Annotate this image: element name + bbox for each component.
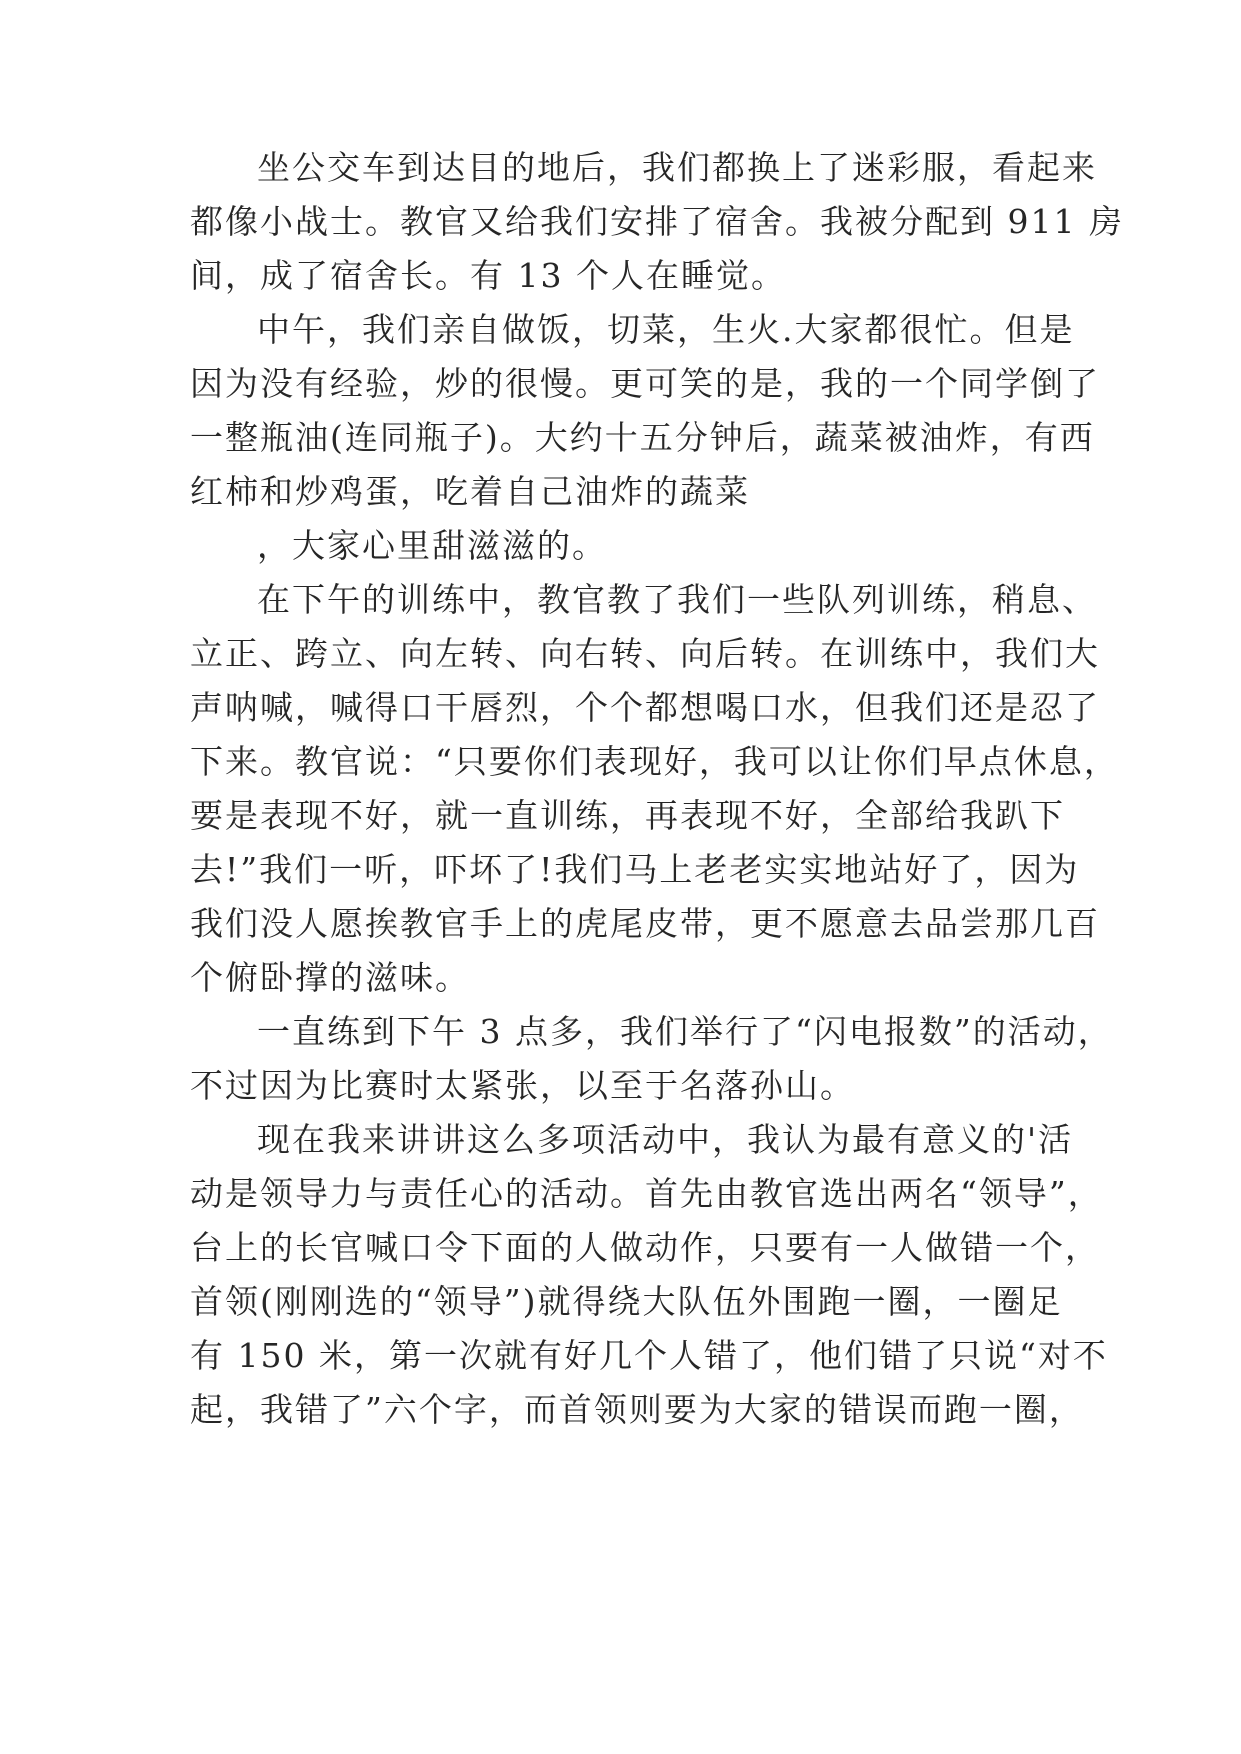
text-line: 立正、跨立、向左转、向右转、向后转。在训练中，我们大 bbox=[190, 634, 1100, 673]
text-line: 中午，我们亲自做饭，切菜，生火.大家都很忙。但是 bbox=[257, 310, 1075, 349]
text-line: 声呐喊，喊得口干唇烈，个个都想喝口水，但我们还是忍了 bbox=[190, 688, 1100, 727]
text-line: 在下午的训练中，教官教了我们一些队列训练，稍息、 bbox=[257, 580, 1097, 619]
text-line: 台上的长官喊口令下面的人做动作，只要有一人做错一个， bbox=[190, 1228, 1100, 1267]
text-line: 一整瓶油(连同瓶子)。大约十五分钟后，蔬菜被油炸，有西 bbox=[190, 418, 1095, 457]
text-line: 首领(刚刚选的“领导”)就得绕大队伍外围跑一圈，一圈足 bbox=[190, 1282, 1063, 1321]
text-line: 间，成了宿舍长。有 13 个人在睡觉。 bbox=[190, 256, 786, 295]
text-line: 我们没人愿挨教官手上的虎尾皮带，更不愿意去品尝那几百 bbox=[190, 904, 1100, 943]
text-line: 起，我错了”六个字，而首领则要为大家的错误而跑一圈， bbox=[190, 1390, 1084, 1429]
text-line: 去!”我们一听，吓坏了!我们马上老老实实地站好了，因为 bbox=[190, 850, 1080, 889]
text-line: 个俯卧撑的滋味。 bbox=[190, 958, 470, 997]
text-line: ，大家心里甜滋滋的。 bbox=[257, 526, 607, 565]
text-line: 红柿和炒鸡蛋，吃着自己油炸的蔬菜 bbox=[190, 472, 750, 511]
text-line: 现在我来讲讲这么多项活动中，我认为最有意义的'活 bbox=[257, 1120, 1074, 1159]
text-line: 因为没有经验，炒的很慢。更可笑的是，我的一个同学倒了 bbox=[190, 364, 1100, 403]
text-line: 不过因为比赛时太紧张，以至于名落孙山。 bbox=[190, 1066, 855, 1105]
text-line: 坐公交车到达目的地后，我们都换上了迷彩服，看起来 bbox=[257, 148, 1097, 187]
text-line: 有 150 米，第一次就有好几个人错了，他们错了只说“对不 bbox=[190, 1336, 1108, 1375]
text-line: 下来。教官说：“只要你们表现好，我可以让你们早点休息， bbox=[190, 742, 1119, 781]
text-line: 一直练到下午 3 点多，我们举行了“闪电报数”的活动， bbox=[257, 1012, 1113, 1051]
text-line: 动是领导力与责任心的活动。首先由教官选出两名“领导”， bbox=[190, 1174, 1103, 1213]
text-line: 要是表现不好，就一直训练，再表现不好，全部给我趴下 bbox=[190, 796, 1065, 835]
text-line: 都像小战士。教官又给我们安排了宿舍。我被分配到 911 房 bbox=[190, 202, 1124, 241]
